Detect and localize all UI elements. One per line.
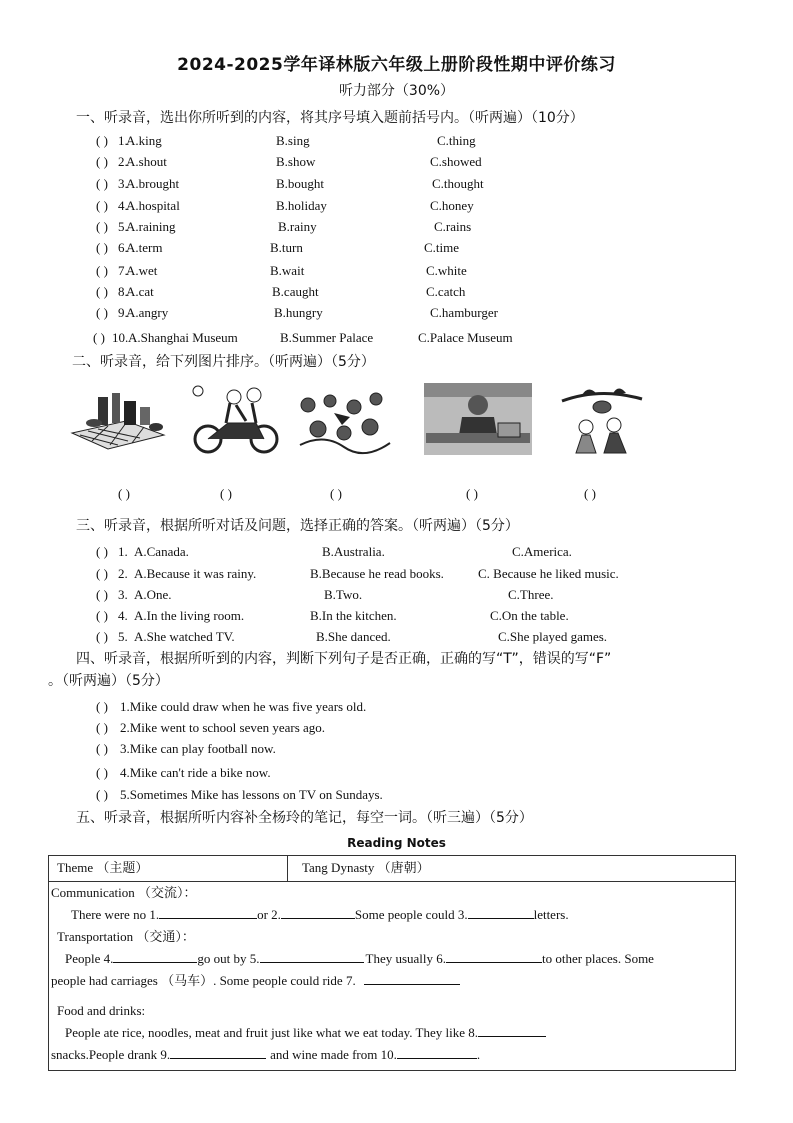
picture-5-answer[interactable]: ( ) xyxy=(584,486,596,501)
food-text-2: snacks.People drank 9. xyxy=(51,1047,171,1062)
answer-bracket[interactable]: ( ) xyxy=(96,133,108,148)
option-b: B.hungry xyxy=(274,305,323,320)
comm-text-2: or 2. xyxy=(257,907,281,922)
answer-bracket[interactable]: ( ) xyxy=(96,741,108,756)
question-number: 10. xyxy=(112,330,129,345)
food-text-1: People ate rice, noodles, meat and fruit just like what we eat today. They like 8. xyxy=(65,1025,478,1040)
answer-bracket[interactable]: ( ) xyxy=(96,263,108,278)
option-c: C.America. xyxy=(512,544,572,559)
option-a: A.shout xyxy=(126,154,167,169)
option-a: A.raining xyxy=(126,219,176,234)
blank-4[interactable] xyxy=(113,950,197,963)
option-a: A.One. xyxy=(134,587,172,602)
transportation-label: Transportation （交通）： xyxy=(57,929,195,944)
question-number: 1. xyxy=(118,544,128,559)
option-b: B.bought xyxy=(276,176,325,191)
statement: 4.Mike can't ride a bike now. xyxy=(120,765,271,780)
option-b: B.sing xyxy=(276,133,310,148)
food-line-2 xyxy=(49,1044,735,1066)
question-number: 9. xyxy=(118,305,128,320)
statement: 5.Sometimes Mike has lessons on TV on Sundays. xyxy=(120,787,383,802)
option-c: C.thing xyxy=(437,133,476,148)
trans-text-2: go out by 5. xyxy=(197,951,260,966)
section-2-heading: 二、听录音，给下列图片排序。（听两遍）（5分） xyxy=(72,354,375,370)
answer-bracket[interactable]: ( ) xyxy=(93,330,105,345)
reading-notes-table xyxy=(48,855,736,1071)
option-c: C.She played games. xyxy=(498,629,608,644)
option-b: B.Australia. xyxy=(322,544,385,559)
question-number: 4. xyxy=(118,608,128,623)
option-b: B.rainy xyxy=(278,219,317,234)
option-c: C.On the table. xyxy=(490,608,569,623)
option-c: C. Because he liked music. xyxy=(478,566,619,581)
question-number: 2. xyxy=(118,566,128,581)
option-c: C.catch xyxy=(426,284,466,299)
picture-2-motorbike xyxy=(186,383,286,455)
option-a: A.wet xyxy=(126,263,158,278)
option-a: A.angry xyxy=(126,305,169,320)
option-c: C.hamburger xyxy=(430,305,498,320)
option-a: A.In the living room. xyxy=(134,608,245,623)
option-a: A.brought xyxy=(126,176,180,191)
food-text-3: and wine made from 10. xyxy=(270,1047,397,1062)
option-c: C.Three. xyxy=(508,587,554,602)
option-c: C.rains xyxy=(434,219,472,234)
question-number: 3. xyxy=(118,176,128,191)
comm-text-3: Some people could 3. xyxy=(354,907,468,922)
option-b: B.Summer Palace xyxy=(280,330,374,345)
theme-label: Theme （主题） xyxy=(49,856,288,882)
question-number: 3. xyxy=(118,587,128,602)
trans-text-3: They usually 6. xyxy=(365,951,447,966)
section-4-heading: 四、听录音，根据所听到的内容，判断下列句子是否正确，正确的写“T”，错误的写“F” xyxy=(76,651,612,667)
option-a: A.hospital xyxy=(126,198,180,213)
theme-value: Tang Dynasty （唐朝） xyxy=(288,856,736,882)
option-a: A.Because it was rainy. xyxy=(134,566,257,581)
communication-line xyxy=(49,904,735,926)
picture-5-bird-tree xyxy=(552,383,648,455)
blank-7[interactable] xyxy=(364,972,460,985)
blank-9[interactable] xyxy=(170,1046,266,1059)
blank-8[interactable] xyxy=(478,1024,546,1037)
option-a: A.cat xyxy=(126,284,154,299)
answer-bracket[interactable]: ( ) xyxy=(96,240,108,255)
transportation-line-2 xyxy=(49,970,735,992)
statement: 3.Mike can play football now. xyxy=(120,741,276,756)
option-c: C.time xyxy=(424,240,460,255)
reading-notes-title: Reading Notes xyxy=(347,836,446,850)
comm-text-4: letters. xyxy=(533,907,569,922)
option-c: C.showed xyxy=(430,154,482,169)
answer-bracket[interactable]: ( ) xyxy=(96,587,108,602)
option-a: A.She watched TV. xyxy=(134,629,235,644)
answer-bracket[interactable]: ( ) xyxy=(96,765,108,780)
section-1-heading: 一、听录音，选出你所听到的内容，将其序号填入题前括号内。（听两遍）（10分） xyxy=(76,110,584,126)
option-c: C.white xyxy=(426,263,467,278)
trans-text-1: People 4. xyxy=(65,951,114,966)
answer-bracket[interactable]: ( ) xyxy=(96,566,108,581)
picture-1-answer[interactable]: ( ) xyxy=(118,486,130,501)
page-title: 2024-2025学年译林版六年级上册阶段性期中评价练习 xyxy=(177,55,616,75)
answer-bracket[interactable]: ( ) xyxy=(96,219,108,234)
answer-bracket[interactable]: ( ) xyxy=(96,305,108,320)
picture-3-crowd xyxy=(294,383,394,455)
blank-5[interactable] xyxy=(260,950,364,963)
picture-3-answer[interactable]: ( ) xyxy=(330,486,342,501)
answer-bracket[interactable]: ( ) xyxy=(96,629,108,644)
comm-text-1: There were no 1. xyxy=(71,907,160,922)
blank-10[interactable] xyxy=(397,1046,477,1059)
communication-label: Communication （交流）： xyxy=(51,885,197,900)
option-b: B.show xyxy=(276,154,316,169)
option-c: C.Palace Museum xyxy=(418,330,513,345)
page-subtitle: 听力部分（30%） xyxy=(338,83,455,99)
answer-bracket[interactable]: ( ) xyxy=(96,787,108,802)
option-b: B.In the kitchen. xyxy=(310,608,397,623)
option-a: A.king xyxy=(126,133,162,148)
answer-bracket[interactable]: ( ) xyxy=(96,699,108,714)
statement: 1.Mike could draw when he was five years old. xyxy=(120,699,367,714)
picture-2-answer[interactable]: ( ) xyxy=(220,486,232,501)
option-a: A.Shanghai Museum xyxy=(128,330,238,345)
statement: 2.Mike went to school seven years ago. xyxy=(120,720,326,735)
option-b: B.caught xyxy=(272,284,319,299)
answer-bracket[interactable]: ( ) xyxy=(96,544,108,559)
food-line-1 xyxy=(49,1022,735,1044)
option-b: B.Two. xyxy=(324,587,363,602)
trans-text-5: people had carriages （马车）. Some people could ride 7. xyxy=(51,973,356,988)
transportation-line-1 xyxy=(49,948,735,970)
option-c: C.honey xyxy=(430,198,474,213)
option-b: B.turn xyxy=(270,240,303,255)
blank-6[interactable] xyxy=(446,950,542,963)
question-number: 7. xyxy=(118,263,128,278)
option-a: A.term xyxy=(126,240,163,255)
section-3-heading: 三、听录音，根据所听对话及问题，选择正确的答案。（听两遍）（5分） xyxy=(76,518,519,534)
answer-bracket[interactable]: ( ) xyxy=(96,608,108,623)
answer-bracket[interactable]: ( ) xyxy=(96,284,108,299)
question-number: 1. xyxy=(118,133,128,148)
option-b: B.Because he read books. xyxy=(310,566,444,581)
picture-4-answer[interactable]: ( ) xyxy=(466,486,478,501)
blank-3[interactable] xyxy=(468,906,534,919)
question-number: 6. xyxy=(118,240,128,255)
option-c: C.thought xyxy=(432,176,484,191)
answer-bracket[interactable]: ( ) xyxy=(96,154,108,169)
food-text-4: . xyxy=(476,1047,481,1062)
option-b: B.She danced. xyxy=(316,629,391,644)
section-5-heading: 五、听录音，根据所听内容补全杨玲的笔记，每空一词。（听三遍）（5分） xyxy=(76,810,533,826)
picture-1-picnic xyxy=(68,383,168,455)
answer-bracket[interactable]: ( ) xyxy=(96,198,108,213)
answer-bracket[interactable]: ( ) xyxy=(96,720,108,735)
question-number: 2. xyxy=(118,154,128,169)
option-a: A.Canada. xyxy=(134,544,189,559)
picture-4-computer xyxy=(424,383,532,455)
answer-bracket[interactable]: ( ) xyxy=(96,176,108,191)
option-b: B.holiday xyxy=(276,198,327,213)
food-label: Food and drinks: xyxy=(57,1003,146,1018)
question-number: 4. xyxy=(118,198,128,213)
question-number: 8. xyxy=(118,284,128,299)
trans-text-4: to other places. Some xyxy=(542,951,654,966)
section-4-heading-cont: 。（听两遍）（5分） xyxy=(48,673,169,689)
blank-1[interactable] xyxy=(159,906,257,919)
option-b: B.wait xyxy=(270,263,305,278)
blank-2[interactable] xyxy=(281,906,355,919)
question-number: 5. xyxy=(118,629,128,644)
question-number: 5. xyxy=(118,219,128,234)
